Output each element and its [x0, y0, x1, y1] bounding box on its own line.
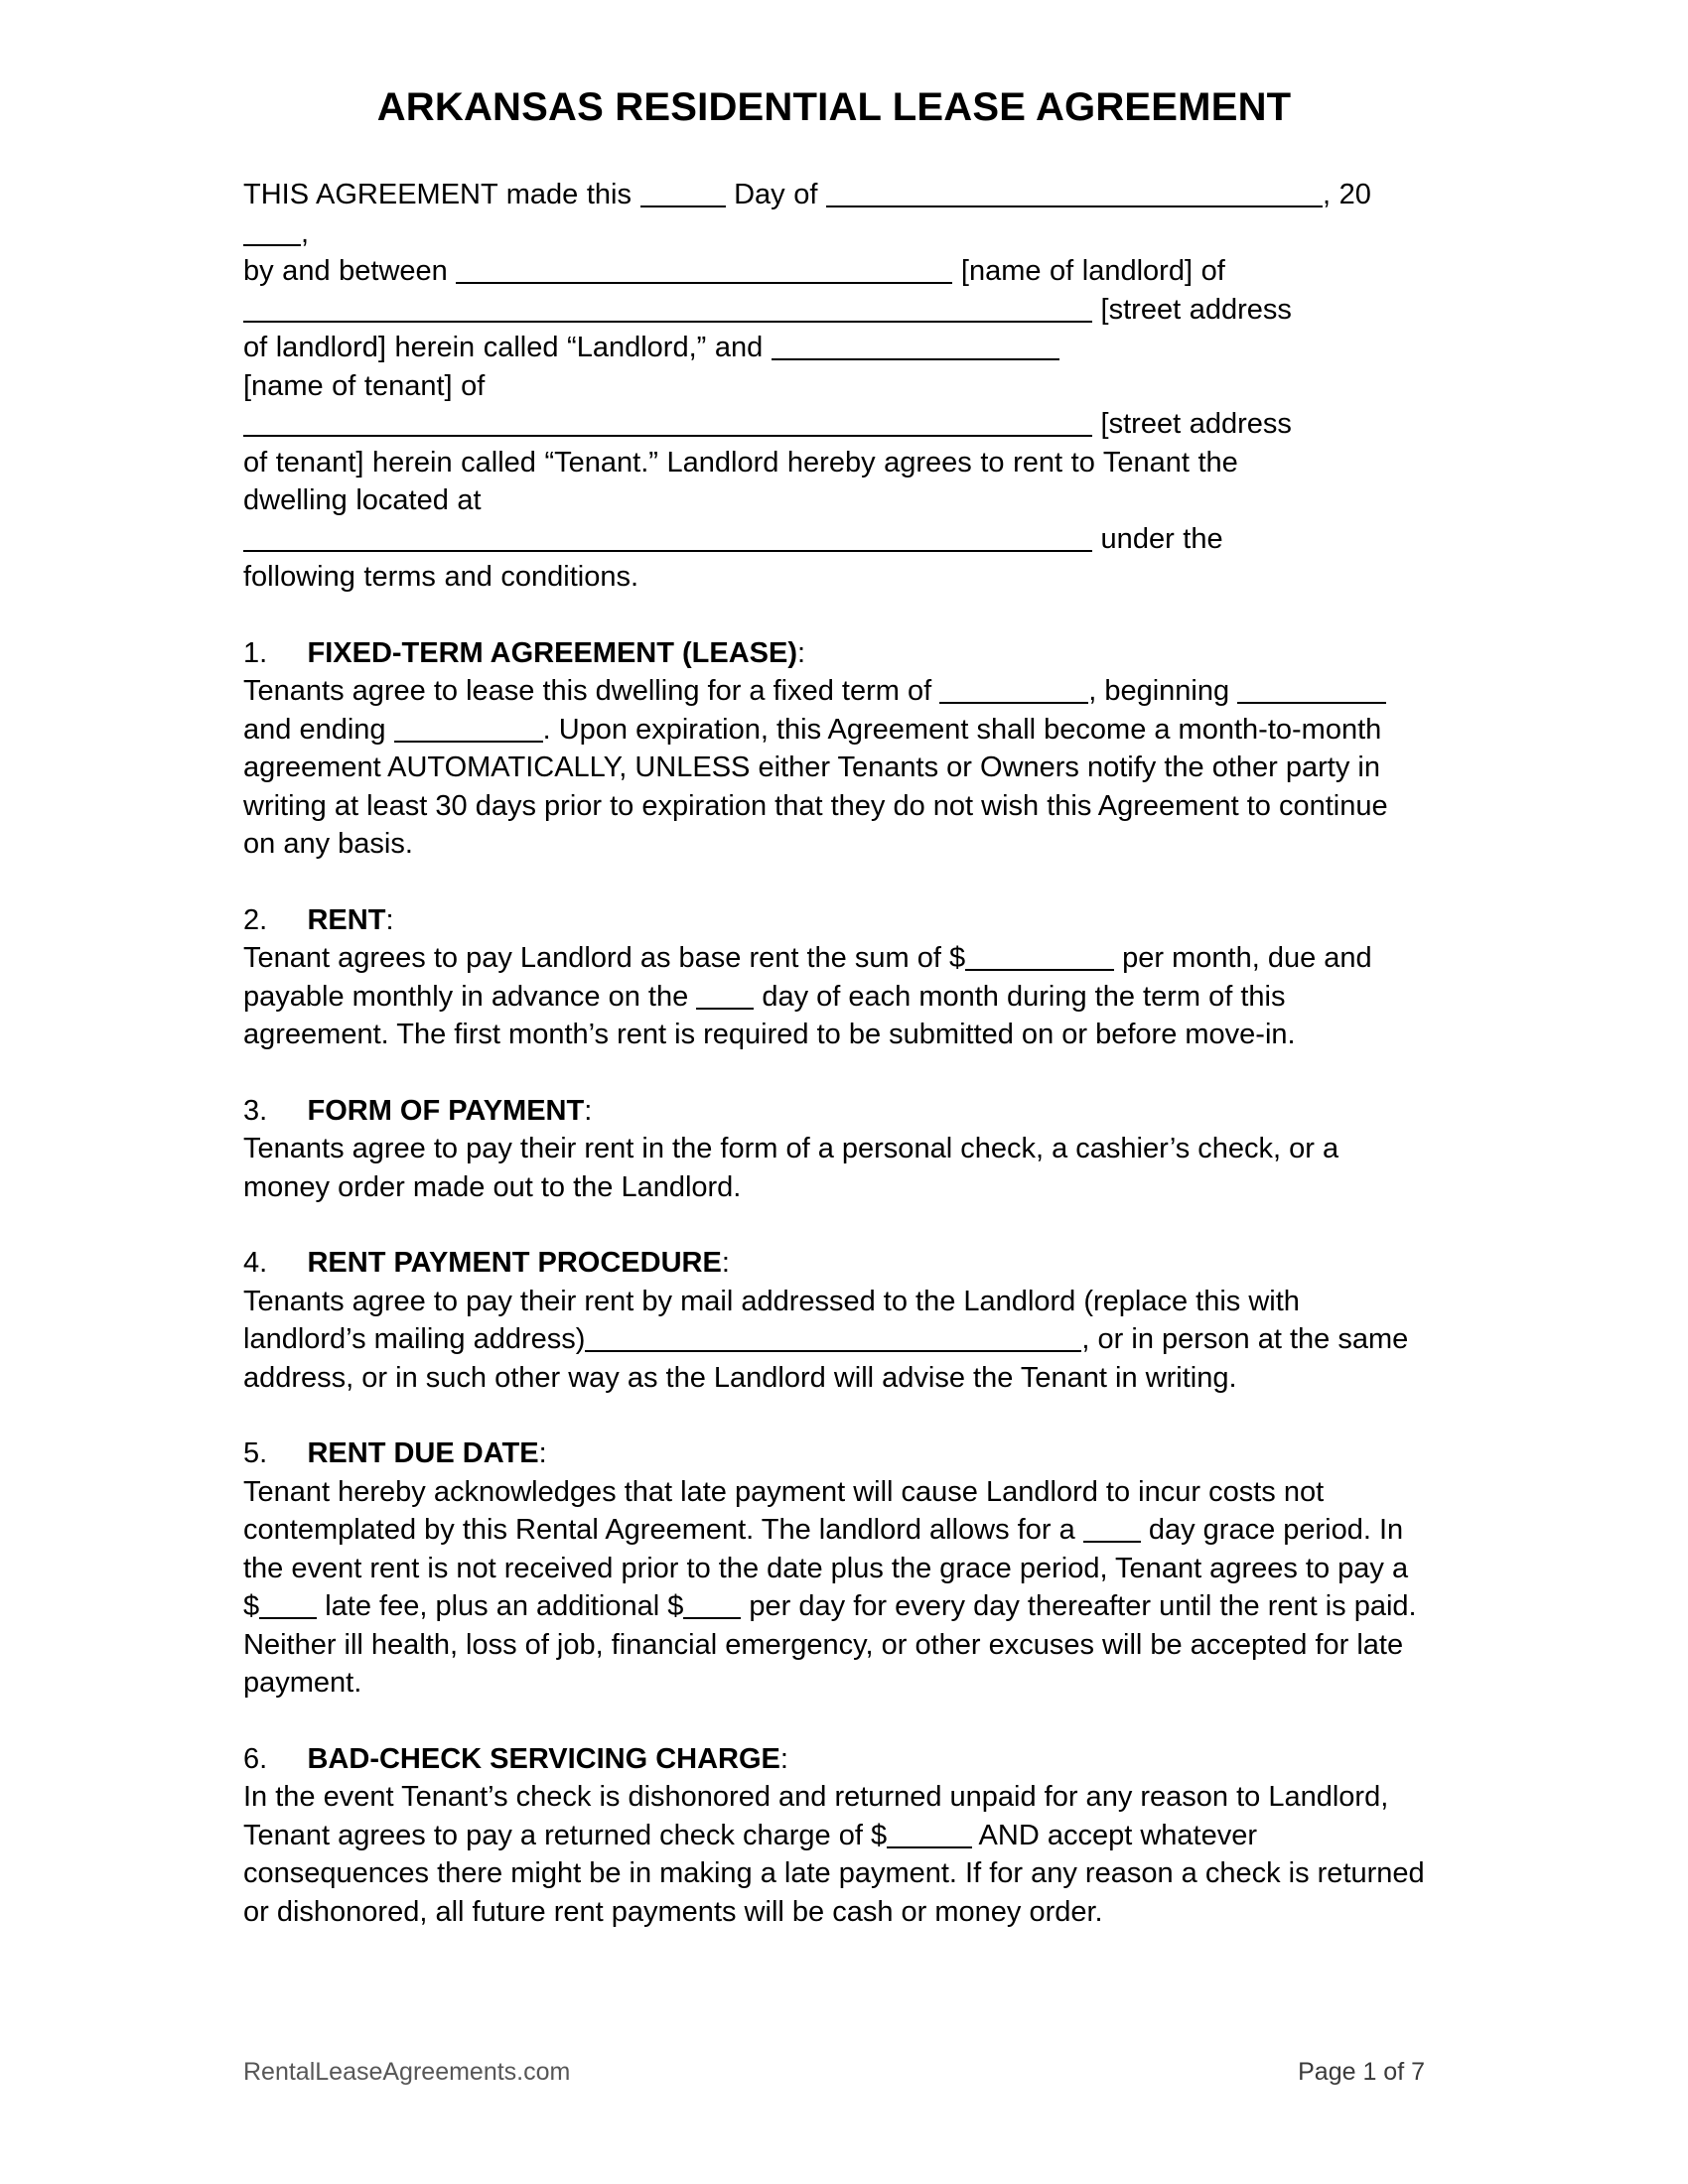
section-2-title: RENT	[307, 903, 386, 936]
section-1-text-3: and ending	[243, 713, 394, 746]
section-4-text-2: , or in person at the same address, or in such other way as the Landlord will advise the Tenant in writing.	[243, 1323, 1409, 1394]
grace-period-days-blank[interactable]	[1083, 1515, 1141, 1543]
section-3-body	[243, 1130, 1425, 1206]
year-blank[interactable]	[243, 218, 301, 246]
section-5-text-3: late fee, plus an additional $	[317, 1590, 684, 1622]
section-2-colon: :	[385, 903, 394, 936]
section-6	[243, 1740, 1425, 1932]
late-fee-blank[interactable]	[259, 1591, 317, 1619]
intro-line-8-a: dwelling located at	[243, 484, 482, 516]
section-3-number: 3.	[243, 1094, 268, 1127]
section-1-colon: :	[797, 636, 806, 669]
section-1-text-2: , beginning	[1088, 675, 1238, 707]
dwelling-address-blank[interactable]	[243, 524, 1092, 552]
section-5-heading	[243, 1434, 1425, 1473]
intro-line-1-a: THIS AGREEMENT made this	[243, 179, 640, 210]
section-5-title: RENT DUE DATE	[307, 1437, 539, 1469]
section-4-colon: :	[721, 1247, 730, 1279]
intro-line-5-a: [name of tenant] of	[243, 369, 486, 402]
term-end-blank[interactable]	[394, 715, 543, 743]
section-2-heading	[243, 901, 1425, 940]
intro-line-6-b: [street address	[1092, 408, 1292, 440]
intro-line-4-a: of landlord] herein called “Landlord,” and	[243, 332, 772, 363]
intro-line-3-b: [street address	[1092, 293, 1292, 326]
section-1-text-4: . Upon expiration, this Agreement shall become a month-to-month agreement AUTOMATICALLY, UNLESS either Tenants or Owners notify the other party in writing at least 30 days prior to expiration that they do not wish this Agreement to continue on any basis.	[243, 713, 1388, 860]
section-1-text-1: Tenants agree to lease this dwelling for a fixed term of	[243, 675, 940, 707]
section-6-colon: :	[779, 1742, 788, 1775]
section-5-text-1: Tenant hereby acknowledges that late payment will cause Landlord to incur costs not contemplated by this Rental Agreement. The landlord allows for a	[243, 1475, 1325, 1546]
section-2-body	[243, 939, 1425, 1054]
section-4-heading	[243, 1244, 1425, 1283]
section-3-heading	[243, 1092, 1425, 1131]
term-begin-blank[interactable]	[1237, 676, 1386, 704]
mailing-address-blank[interactable]	[585, 1324, 1081, 1352]
section-3-text-1: Tenants agree to pay their rent in the form of a personal check, a cashier’s check, or a money order made out to the Landlord.	[243, 1133, 1339, 1203]
section-6-text-2: AND accept whatever consequences there might be in making a late payment. If for any reason a check is returned or dishonored, all future rent payments will be cash or money order.	[243, 1819, 1425, 1928]
month-blank[interactable]	[826, 180, 1323, 207]
section-2-text-3: day of each month during the term of this agreement. The first month’s rent is required to be submitted on or before move-in.	[243, 980, 1296, 1050]
section-1-heading	[243, 634, 1425, 673]
section-6-body	[243, 1778, 1425, 1931]
intro-line-7-a: of tenant] herein called “Tenant.” Landlord hereby agrees to rent to Tenant the	[243, 446, 1238, 478]
intro-line-1-d: ,	[301, 216, 310, 249]
intro-line-9-b: under the	[1092, 522, 1223, 555]
section-3-colon: :	[584, 1094, 593, 1127]
day-blank[interactable]	[640, 180, 726, 207]
intro-line-1-c: , 20	[1322, 179, 1371, 210]
section-6-number: 6.	[243, 1742, 268, 1775]
section-5	[243, 1434, 1425, 1703]
intro-paragraph	[243, 176, 1425, 597]
tenant-name-blank[interactable]	[772, 333, 1059, 360]
section-4-title: RENT PAYMENT PROCEDURE	[307, 1247, 722, 1279]
landlord-address-blank[interactable]	[243, 295, 1092, 323]
section-4	[243, 1244, 1425, 1397]
document-body	[243, 0, 1425, 1931]
per-day-fee-blank[interactable]	[683, 1591, 741, 1619]
section-2-text-2: per month, due and payable monthly in advance on the	[243, 942, 1372, 1013]
section-4-number: 4.	[243, 1247, 268, 1279]
section-2-text-1: Tenant agrees to pay Landlord as base rent the sum of $	[243, 942, 966, 974]
section-4-text-1: Tenants agree to pay their rent by mail addressed to the Landlord (replace this with landlord’s mailing address)	[243, 1285, 1300, 1355]
footer-page-number: Page 1 of 7	[1298, 2058, 1425, 2086]
intro-line-10-a: following terms and conditions.	[243, 561, 639, 593]
page-footer	[243, 2060, 1425, 2085]
section-5-number: 5.	[243, 1437, 268, 1469]
section-1-number: 1.	[243, 636, 268, 669]
section-3-title: FORM OF PAYMENT	[307, 1094, 585, 1127]
section-5-body	[243, 1473, 1425, 1703]
landlord-name-blank[interactable]	[456, 256, 952, 284]
section-1-title: FIXED-TERM AGREEMENT (LEASE)	[307, 636, 798, 669]
section-6-heading	[243, 1740, 1425, 1779]
section-2-number: 2.	[243, 903, 268, 936]
section-2	[243, 901, 1425, 1054]
section-3	[243, 1092, 1425, 1207]
section-1	[243, 634, 1425, 864]
section-5-colon: :	[538, 1437, 547, 1469]
base-rent-blank[interactable]	[965, 943, 1114, 971]
intro-line-1-b: Day of	[725, 179, 826, 210]
returned-check-charge-blank[interactable]	[887, 1821, 972, 1848]
section-4-body	[243, 1283, 1425, 1398]
tenant-address-blank[interactable]	[243, 409, 1092, 437]
section-1-body	[243, 672, 1425, 864]
rent-day-blank[interactable]	[696, 982, 754, 1010]
footer-site-name: RentalLeaseAgreements.com	[243, 2058, 571, 2086]
intro-line-2-a: by and between	[243, 255, 457, 287]
section-5-text-4: per day for every day thereafter until the rent is paid. Neither ill health, loss of job, financial emergency, or other excuses will be accepted for late payment.	[243, 1590, 1417, 1699]
section-6-text-1: In the event Tenant’s check is dishonored and returned unpaid for any reason to Landlord, Tenant agrees to pay a returned check charge of $	[243, 1781, 1389, 1851]
fixed-term-blank[interactable]	[939, 676, 1088, 704]
page-title: ARKANSAS RESIDENTIAL LEASE AGREEMENT	[376, 85, 1292, 129]
intro-line-2-b: [name of landlord] of	[952, 255, 1225, 287]
section-5-text-2: day grace period. In the event rent is not received prior to the date plus the grace period, Tenant agrees to pay a $	[243, 1514, 1409, 1622]
section-6-title: BAD-CHECK SERVICING CHARGE	[307, 1742, 780, 1775]
